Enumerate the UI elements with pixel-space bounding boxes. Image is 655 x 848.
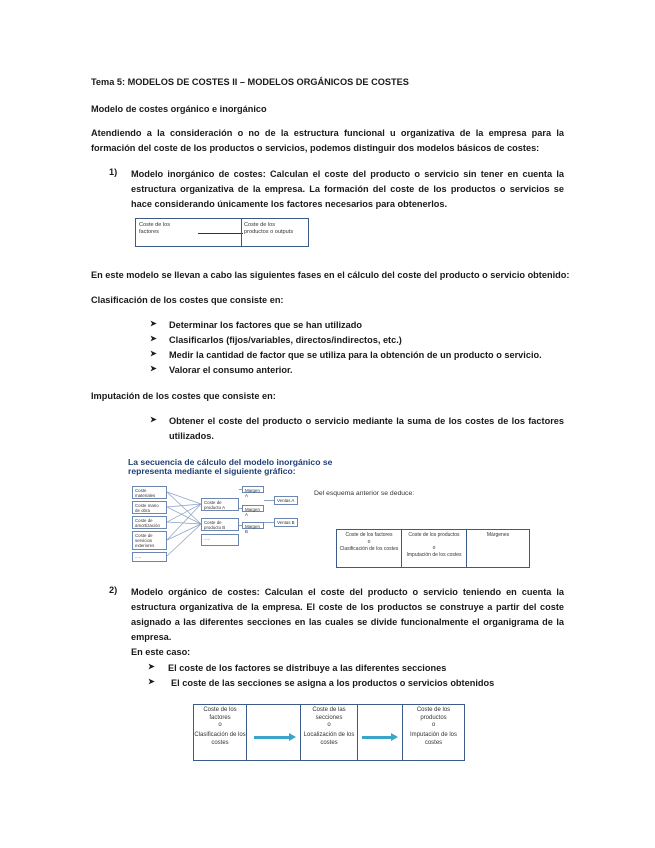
diagram3-col2-b: Localización de los costes bbox=[303, 732, 355, 746]
item1-text: Modelo inorgánico de costes: Calculan el coste del producto o servicio sin tener en cuenta la estructura organizativa de la empresa. La formación del coste de los productos o servicios se hace considerando únicamente los factores necesarios para obtenerlos. bbox=[131, 169, 564, 209]
table-col2-a: Coste de los productos bbox=[408, 532, 460, 538]
bullet-arrow-icon: ➤ bbox=[150, 349, 157, 358]
diagram3-col2-sep: o bbox=[327, 722, 331, 728]
classification-bullet: Medir la cantidad de factor que se utiliza para la obtención de un producto o servicio. bbox=[169, 350, 542, 360]
case-intro: En este caso: bbox=[131, 647, 191, 657]
item1-number: 1) bbox=[109, 167, 118, 177]
figure-input-box: Coste de servicios exteriores bbox=[132, 531, 167, 550]
figure-product-box: Coste de producto A bbox=[201, 498, 239, 511]
table-col2-b: Imputación de los costes bbox=[406, 552, 462, 558]
imputation-bullet: Obtener el coste del producto o servicio mediante la suma de los costes de los factores utilizados. bbox=[169, 416, 564, 441]
diagram3-col1-sep: o bbox=[218, 722, 222, 728]
diagram3-col3-b: Imputación de los costes bbox=[409, 732, 458, 746]
intro-paragraph: Atendiendo a la consideración o no de la estructura funcional u organizativa de la empresa para la formación del coste de los productos o servicios, podemos distinguir dos modelos básicos de costes: bbox=[91, 128, 564, 153]
bullet-arrow-icon: ➤ bbox=[150, 334, 157, 343]
diagram3-col1-a: Coste de los factores bbox=[203, 707, 237, 721]
figure-input-box: ..... bbox=[132, 552, 167, 562]
figure-margin-box: Margen B bbox=[242, 522, 264, 529]
figure-product-box: Coste de producto B bbox=[201, 518, 239, 531]
diagram1-connector bbox=[198, 233, 243, 234]
bullet-arrow-icon: ➤ bbox=[150, 415, 157, 424]
bullet-arrow-icon: ➤ bbox=[150, 319, 157, 328]
figure-margin-box: Margen A bbox=[242, 486, 264, 493]
figure-fan-lines bbox=[167, 486, 201, 562]
page-title: Tema 5: MODELOS DE COSTES II – MODELOS ORGÁNICOS DE COSTES bbox=[91, 77, 409, 87]
figure-title-line1: La secuencia de cálculo del modelo inorgánico se bbox=[128, 457, 333, 467]
classification-bullet: Determinar los factores que se han utilizado bbox=[169, 320, 362, 330]
organic-bullet: El coste de los factores se distribuye a las diferentes secciones bbox=[168, 663, 447, 673]
classification-bullet: Valorar el consumo anterior. bbox=[169, 365, 293, 375]
classification-bullet: Clasificarlos (fijos/variables, directos/indirectos, etc.) bbox=[169, 335, 402, 345]
table-col1-b: Clasificación de los costes bbox=[339, 546, 399, 552]
figure-margin-box: Margen A bbox=[242, 505, 264, 512]
figure-summary-table bbox=[336, 529, 530, 568]
diagram1-left-label: Coste de los factores bbox=[139, 222, 171, 235]
arrow-head-icon bbox=[391, 733, 398, 741]
imputation-intro: Imputación de los costes que consiste en: bbox=[91, 391, 276, 401]
diagram3-col3-sep: o bbox=[431, 722, 436, 728]
phases-intro: En este modelo se llevan a cabo las siguientes fases en el cálculo del coste del producto o servicio obtenido: bbox=[91, 270, 570, 280]
table-col1-sep: o bbox=[367, 539, 371, 545]
section-subtitle: Modelo de costes orgánico e inorgánico bbox=[91, 104, 267, 114]
figure-title-line2: representa mediante el siguiente gráfico: bbox=[128, 466, 296, 476]
arrow-head-icon bbox=[289, 733, 296, 741]
table-col3: Márgenes bbox=[486, 532, 510, 538]
classification-intro: Clasificación de los costes que consiste en: bbox=[91, 295, 284, 305]
figure-product-box: ..... bbox=[201, 534, 239, 546]
figure-input-box: Coste materiales bbox=[132, 486, 167, 499]
figure-input-box: Coste de amortización bbox=[132, 516, 167, 529]
figure-sales-box: Ventas B bbox=[274, 518, 298, 527]
organic-model-diagram bbox=[193, 704, 465, 761]
item2-text: Modelo orgánico de costes: Calculan el coste del producto o servicio teniendo en cuenta la estructura organizativa de la empresa. El coste de los productos se construye a partir del coste asignado a las diferentes secciones en las cuales se divide funcionalmente el organigrama de la empresa. bbox=[131, 587, 564, 642]
bullet-arrow-icon: ➤ bbox=[148, 677, 155, 686]
diagram3-col1-b: Clasificación de los costes bbox=[194, 732, 246, 746]
arrow-right-icon bbox=[362, 736, 392, 739]
table-col2-sep: o bbox=[432, 545, 436, 551]
diagram3-col2-a: Coste de las secciones bbox=[312, 707, 346, 721]
diagram3-col3-a: Coste de los productos bbox=[416, 707, 451, 721]
figure-input-box: Coste mano de obra bbox=[132, 501, 167, 514]
arrow-right-icon bbox=[254, 736, 290, 739]
diagram-factor-to-product bbox=[135, 218, 309, 247]
bullet-arrow-icon: ➤ bbox=[148, 662, 155, 671]
figure-sales-box: Ventas A bbox=[274, 496, 298, 505]
figure-note: Del esquema anterior se deduce: bbox=[314, 490, 415, 497]
organic-bullet: El coste de las secciones se asigna a los productos o servicios obtenidos bbox=[171, 678, 495, 688]
table-col1-a: Coste de los factores bbox=[345, 532, 393, 538]
inorganic-model-figure bbox=[128, 458, 538, 578]
item2-number: 2) bbox=[109, 585, 118, 595]
diagram1-right-label: Coste de los productos o outputs bbox=[244, 222, 294, 235]
bullet-arrow-icon: ➤ bbox=[150, 364, 157, 373]
